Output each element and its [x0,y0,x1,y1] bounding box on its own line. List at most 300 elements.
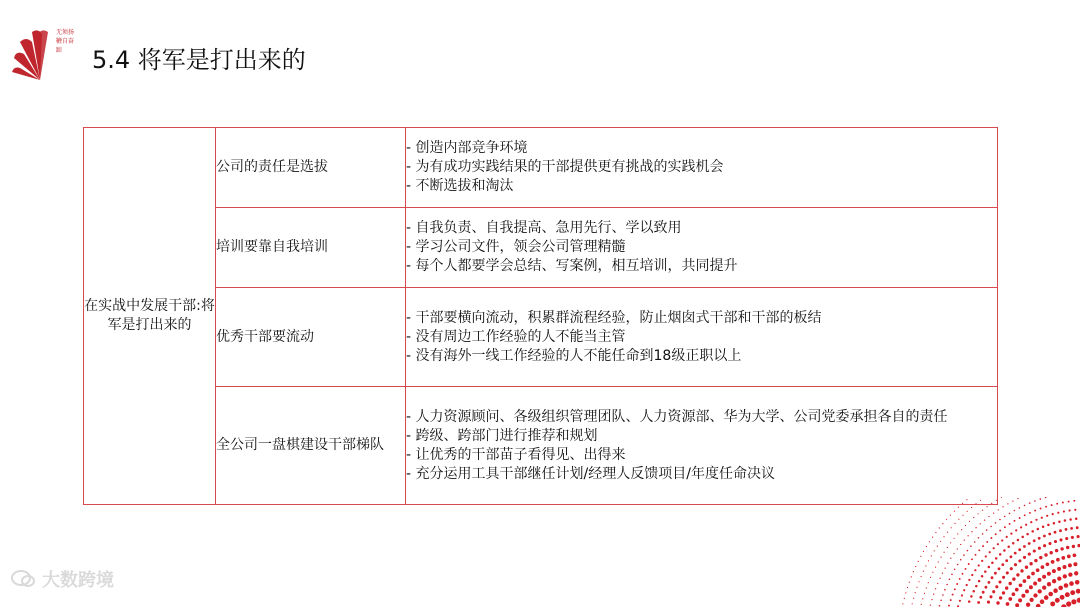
decorative-dot [1040,498,1042,500]
decorative-dot [1033,582,1037,586]
decorative-dot [1016,573,1019,576]
decorative-dot [957,564,959,566]
decorative-dot [1019,583,1023,587]
list-item: - 自我负责、自我提高、急用先行、学以致用 [406,219,997,238]
decorative-dot [1052,579,1056,583]
decorative-dot [911,576,912,577]
row-heading: 培训要靠自我培训 [216,208,406,288]
decorative-dot [972,590,975,593]
decorative-dot [963,589,965,591]
decorative-dot [1042,526,1045,529]
decorative-dot [982,591,985,594]
decorative-dot [991,503,992,504]
decorative-dot [1023,579,1027,583]
list-item: - 学习公司文件，领会公司管理精髓 [406,238,997,257]
decorative-dot [1071,599,1076,604]
decorative-dot [988,566,991,569]
decorative-dot [921,576,922,577]
decorative-dot [940,600,942,602]
decorative-dot [1074,571,1078,575]
decorative-dot [981,575,984,578]
decorative-dot [1073,562,1077,566]
decorative-dot [974,541,976,543]
decorative-dot [1068,563,1072,567]
decorative-dot [1012,542,1015,545]
decorative-dot [1048,542,1051,545]
decorative-dot [975,527,976,528]
decorative-dot [944,552,945,553]
decorative-dot [975,554,977,556]
table-row [84,208,998,288]
decorative-dot [1041,517,1043,519]
decorative-dot [923,551,924,552]
decorative-dot [921,604,922,605]
decorative-dot [1064,583,1069,588]
decorative-dot [999,596,1002,599]
decorative-dot [1038,589,1042,593]
decorative-dot [1019,517,1021,519]
decorative-dot [1025,524,1027,526]
decorative-dot [956,583,958,585]
bullet-list [406,387,998,505]
decorative-dot [1014,520,1016,522]
decorative-dot [1068,501,1070,503]
decorative-dot [950,558,951,559]
decorative-dot [959,578,961,580]
decorative-dot [905,592,906,593]
decorative-dot [971,531,972,532]
decorative-dot [926,587,927,588]
decorative-dot [1066,546,1069,549]
decorative-dot [974,569,976,571]
decorative-dot [1031,530,1034,533]
decorative-dot [1014,510,1016,512]
decorative-dot [982,510,983,511]
decorative-dot [1021,536,1024,539]
decorative-dot [1069,509,1071,511]
decorative-dot [1047,582,1051,586]
decorative-dot [995,533,997,535]
decorative-dot [968,600,971,603]
decorative-dot [1025,589,1029,593]
decorative-dot [1006,571,1009,574]
decorative-dot [1046,562,1050,566]
decorative-dot [924,593,925,594]
decorative-dot [970,595,973,598]
decorative-dot [1018,598,1022,602]
decorative-dot [1069,518,1072,521]
decorative-dot [958,519,959,520]
decorative-dot [1018,548,1021,551]
decorative-dot [985,586,988,589]
decorative-dot [1040,599,1045,604]
decorative-dot [978,513,979,514]
decorative-dot [913,598,914,599]
decorative-dot [918,581,919,582]
decorative-dot [954,588,956,590]
decorative-dot [1047,524,1050,527]
decorative-dot [942,594,944,596]
decorative-dot [1053,522,1056,525]
decorative-dot [1007,546,1010,549]
decorative-dot [922,598,923,599]
left-label-cell [84,128,216,505]
decorative-dot [1066,601,1071,606]
decorative-dot [1028,553,1031,556]
decorative-dot [1044,595,1049,600]
decorative-dot [1009,582,1012,585]
decorative-dot [930,577,931,578]
decorative-dot [1002,591,1005,594]
decorative-dot [1009,513,1011,515]
decorative-dot [1020,526,1022,528]
left-label: 在实战中发展干部:将军是打出来的 [84,298,215,333]
decorative-dot [1035,519,1037,521]
row-heading: 全公司一盘棋建设干部梯队 [216,387,406,505]
decorative-dot [1021,594,1025,598]
decorative-dot [950,515,951,516]
decorative-dot [951,574,953,576]
decorative-dot [999,553,1002,556]
decorative-dot [1060,547,1063,550]
decorative-dot [1054,531,1057,534]
decorative-dot [998,567,1001,570]
decorative-dot [1015,529,1017,531]
watermark [10,566,114,592]
decorative-dot [940,541,941,542]
decorative-dot [1029,502,1031,504]
decorative-dot [966,499,967,500]
decorative-dot [968,563,970,565]
decorative-dot [1057,567,1061,571]
decorative-dot [920,556,921,557]
decorative-dot [1072,545,1075,548]
decorative-dot [961,594,963,596]
decorative-dot [978,580,981,583]
decorative-dot [1050,551,1053,554]
decorative-dot [965,525,966,526]
decorative-dot [1065,537,1068,540]
decorative-dot [982,545,984,547]
decorative-dot [995,522,997,524]
decorative-dot [1018,559,1021,562]
decorative-dot [1073,500,1075,502]
decorative-dot [1034,500,1036,502]
decorative-dot [963,554,965,556]
decorative-dot [978,537,980,539]
decorative-dot [1042,585,1046,589]
decorative-dot [947,563,948,564]
decorative-dot [1043,535,1046,538]
decorative-dot [961,529,962,530]
decorative-dot [975,503,976,504]
decorative-dot [991,561,994,564]
decorative-dot [1001,563,1004,566]
decorative-dot [980,523,981,524]
decorative-dot [1051,504,1053,506]
decorative-dot [999,519,1001,521]
decorative-dot [939,605,941,607]
decorative-dot [1044,553,1047,556]
decorative-dot [1042,575,1046,579]
decorative-dot [937,546,938,547]
decorative-dot [994,572,997,575]
decorative-dot [931,599,932,600]
decorative-dot [1043,544,1046,547]
decorative-dot [967,535,968,536]
decorative-dot [1039,556,1042,559]
decorative-dot [1012,500,1013,501]
decorative-dot [962,515,963,516]
decorative-dot [954,569,956,571]
decorative-dot [987,506,988,507]
decorative-dot [1064,519,1067,522]
decorative-dot [1033,549,1036,552]
decorative-dot [1026,603,1030,607]
decorative-dot [1005,586,1008,589]
decorative-dot [986,529,988,531]
decorative-dot [1070,590,1075,595]
decorative-dot [1027,575,1031,579]
decorative-dot [977,601,980,604]
decorative-dot [1074,509,1076,511]
decorative-dot [909,582,910,583]
decorative-dot [1004,526,1006,528]
decorative-dot [1063,574,1067,578]
bullet-list [406,128,998,208]
decorative-dot [999,530,1001,532]
decorative-dot [943,536,944,537]
watermark-text: 大数跨境 [42,570,114,591]
list-item: - 让优秀的干部苗子看得见、出得来 [406,446,997,465]
decorative-dot [1038,578,1042,582]
decorative-dot [935,588,936,589]
decorative-dot [1048,533,1051,536]
decorative-dot [1015,603,1019,607]
decorative-dot [1060,595,1065,600]
list-item: - 充分运用工具干部继任计划/经理人反馈项目/年度任命决议 [406,465,997,484]
decorative-dot [1076,589,1080,594]
decorative-dot [939,527,940,528]
decorative-dot [923,571,924,572]
decorative-dot [1023,545,1026,548]
bullet-list [406,288,998,387]
decorative-dot [1071,536,1074,539]
decorative-dot [993,512,994,513]
decorative-dot [1012,577,1015,580]
decorative-dot [1054,540,1057,543]
table-row [84,387,998,505]
decorative-dot [1002,576,1005,579]
decorative-dot [944,567,945,568]
decorative-dot [965,568,967,570]
decorative-dot [960,559,962,561]
decorative-dot [991,576,994,579]
decorative-dot [1017,539,1020,542]
decorative-dot [1006,536,1008,538]
decorative-dot [1015,588,1019,592]
decorative-dot [904,598,905,599]
decorative-dot [940,557,941,558]
decorative-dot [962,503,963,504]
decorative-dot [1062,502,1064,504]
decorative-dot [1055,549,1058,552]
decorative-dot [930,604,931,605]
decorative-dot [946,519,947,520]
decorative-dot [987,601,990,604]
decorative-dot [978,549,980,551]
decorative-dot [1029,512,1031,514]
decorative-dot [1019,507,1021,509]
decorative-dot [1007,503,1008,504]
decorative-dot [1075,517,1078,520]
decorative-dot [932,572,933,573]
decorative-dot [1009,523,1011,525]
decorative-dot [932,537,933,538]
decorative-dot [1048,592,1053,597]
decorative-dot [970,545,972,547]
decorative-dot [918,561,919,562]
decorative-dot [968,579,970,581]
decorative-dot [1001,497,1002,498]
decorative-dot [998,580,1001,583]
decorative-dot [931,555,932,556]
decorative-dot [1041,565,1045,569]
decorative-dot [1077,535,1080,538]
decorative-dot [947,547,948,548]
decorative-dot [1057,512,1059,514]
decorative-dot [907,587,908,588]
decorative-dot [926,546,927,547]
decorative-dot [1036,568,1040,572]
decorative-dot [954,538,955,539]
decorative-dot [928,560,929,561]
decorative-dot [1058,520,1061,523]
decorative-dot [957,533,958,534]
decorative-dot [1069,581,1074,586]
decorative-dot [967,550,969,552]
decorative-dot [1008,597,1012,601]
decorative-dot [933,594,934,595]
decorative-dot [984,570,987,573]
decorative-dot [1002,506,1003,507]
list-item: - 跨级、跨部门进行推荐和规划 [406,427,997,446]
decorative-dot [954,523,955,524]
decorative-dot [996,601,999,604]
decorative-dot [1067,555,1071,559]
decorative-dot [980,500,981,501]
decorative-dot [928,582,929,583]
row-heading: 优秀干部要流动 [216,288,406,387]
row-heading: 公司的责任是选拔 [216,128,406,208]
decorative-dot [1031,572,1035,576]
page-title: 5.4 将军是打出来的 [92,46,306,74]
decorative-dot [1025,566,1028,569]
decorative-dot [1068,572,1072,576]
decorative-dot [1065,528,1068,531]
table-row [84,128,998,208]
decorative-dot [1024,514,1026,516]
decorative-dot [979,596,982,599]
decorative-dot [971,574,973,576]
list-item: - 每个人都要学会总结、写案例，相互培训，共同提升 [406,257,997,276]
decorative-dot [1046,515,1048,517]
decorative-dot [984,519,985,520]
decorative-dot [913,571,914,572]
decorative-dot [938,561,939,562]
decorative-dot [1061,556,1065,560]
decorative-dot [1055,598,1060,603]
decorative-dot [1052,569,1056,573]
logo-tagline: 无须扬鞭自奋蹄 [56,29,75,54]
decorative-dot [988,516,989,517]
decorative-dot [1056,558,1060,562]
list-item: - 没有周边工作经验的人不能当主管 [406,328,997,347]
decorative-dot [1028,542,1031,545]
decorative-dot [1038,537,1041,540]
decorative-dot [1017,498,1018,499]
decorative-dot [916,587,917,588]
decorative-dot [964,539,965,540]
decorative-dot [959,600,961,602]
decorative-dot [944,589,946,591]
decorative-dot [997,543,999,545]
decorative-dot [1052,513,1054,515]
decorative-dot [973,517,974,518]
decorative-dot [1034,559,1037,562]
decorative-dot [929,541,930,542]
decorative-dot [1024,505,1026,507]
list-item: - 为有成功实践结果的干部提供更有挑战的实践机会 [406,158,997,177]
decorative-dot [990,537,992,539]
decorative-dot [1012,592,1016,596]
decorative-dot [981,560,983,562]
decorative-dot [1065,592,1070,597]
decorative-dot [942,523,943,524]
decorative-dot [990,526,992,528]
decorative-dot [1033,539,1036,542]
decorative-dot [950,542,951,543]
list-item: - 干部要横向流动，积累群流程经验，防止烟囱式干部和干部的板结 [406,309,997,328]
decorative-dot [1045,506,1047,508]
decorative-dot [1073,553,1077,557]
decorative-dot [1053,588,1058,593]
decorative-dot [1070,527,1073,530]
decorative-dot [1029,562,1032,565]
decorative-dot [1029,598,1033,602]
decorative-dot [971,558,973,560]
decorative-dot [989,595,992,598]
decorative-dot [950,599,952,601]
list-item: - 没有海外一线工作经验的人不能任命到18级正职以上 [406,347,997,366]
decorative-dot [1038,547,1041,550]
decorative-dot [915,566,916,567]
decorative-dot [958,507,959,508]
decorative-dot [915,592,916,593]
decorative-dot [1010,533,1012,535]
decorative-dot [953,553,954,554]
decorative-dot [969,521,970,522]
decorative-dot [949,579,951,581]
decorative-dot [1005,559,1008,562]
decorative-dot [1026,533,1029,536]
decorative-dot [971,507,972,508]
decorative-dot [1033,593,1037,597]
list-item: - 不断选拔和淘汰 [406,177,997,196]
decorative-dot [947,532,948,533]
decorative-dot [942,573,943,574]
decorative-dot [1047,572,1051,576]
